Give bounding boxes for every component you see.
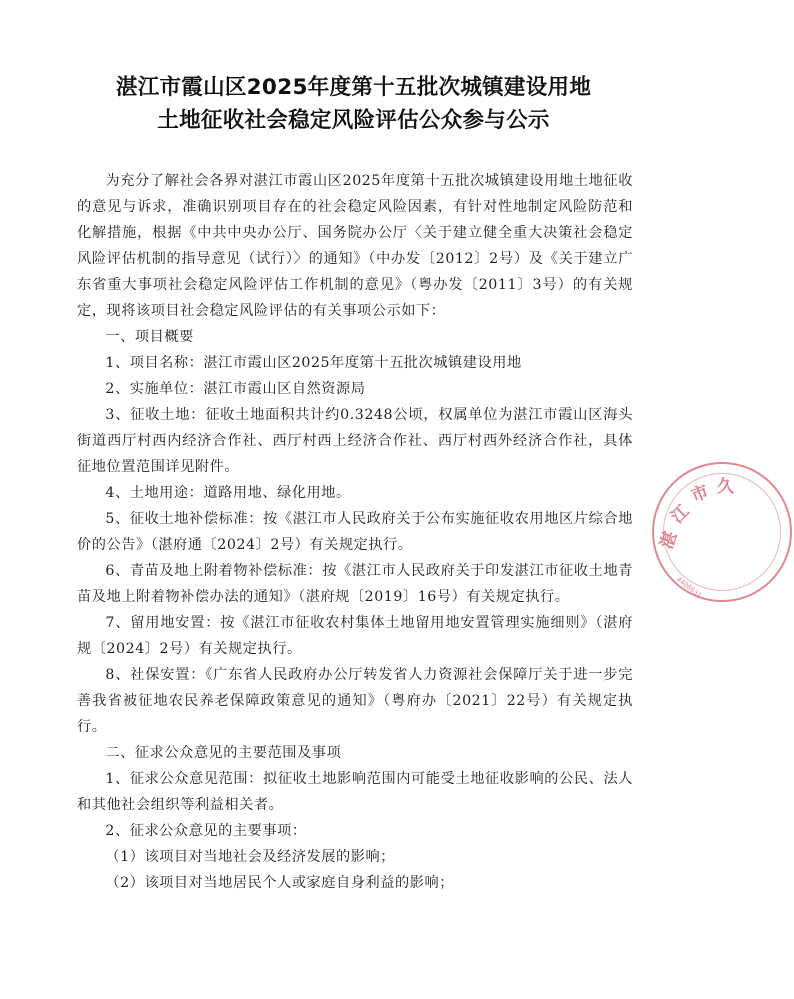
item-land-acquisition: 3、征收土地：征收土地面积共计约0.3248公顷，权属单位为湛江市霞山区海头街道西厅村西内经济合作社、西厅村西上经济合作社、西厅村西外经济合作社，具体征地位置范围详见附件。 (77, 407, 633, 475)
svg-text:久: 久 (717, 477, 734, 497)
page-title-line-1: 湛江市霞山区2025年度第十五批次城镇建设用地 (115, 75, 592, 100)
item-implementing-unit: 2、实施单位：湛江市霞山区自然资源局 (105, 381, 366, 397)
item-opinion-scope: 1、征求公众意见范围：拟征收土地影响范围内可能受土地征收影响的公民、法人和其他社会组织等利益相关者。 (77, 771, 633, 813)
item-opinion-matters: 2、征求公众意见的主要事项： (105, 823, 307, 839)
matter-1: （1）该项目对当地社会及经济发展的影响； (105, 849, 395, 865)
item-project-name: 1、项目名称：湛江市霞山区2025年度第十五批次城镇建设用地 (105, 355, 522, 371)
section-heading-1: 一、项目概要 (105, 329, 194, 345)
item-social-security: 8、社保安置：《广东省人民政府办公厅转发省人力资源社会保障厅关于进一步完善我省被征地农民养老保障政策意见的通知》（粤府办〔2021〕22号）有关规定执行。 (77, 667, 633, 735)
intro-paragraph: 为充分了解社会各界对湛江市霞山区2025年度第十五批次城镇建设用地土地征收的意见与诉求，准确识别项目存在的社会稳定风险因素，有针对性地制定风险防范和化解措施，根据《中共中央办公厅、国务院办公厅〈关于建立健全重大决策社会稳定风险评估机制的指导意见（试行）〉的通知》（中办发〔2012〕2号）及《关于建立广东省重大事项社会稳定风险评估工作机制的意见》（粤办发〔2011〕3号）的有关规定，现将该项目社会稳定风险评估的有关事项公示如下： (77, 173, 633, 319)
svg-text:市: 市 (688, 481, 712, 507)
item-land-use: 4、土地用途：道路用地、绿化用地。 (105, 485, 351, 501)
item-reserved-land: 7、留用地安置：按《湛江市征收农村集体土地留用地安置管理实施细则》（湛府规〔2024〕2号）有关规定执行。 (77, 615, 633, 657)
section-heading-2: 二、征求公众意见的主要范围及事项 (105, 745, 342, 761)
svg-text:4408031: 4408031 (674, 575, 703, 600)
official-seal (652, 462, 792, 602)
page-title-line-2: 土地征收社会稳定风险评估公众参与公示 (157, 108, 550, 133)
document-body (77, 168, 633, 896)
item-compensation-standard: 5、征收土地补偿标准：按《湛江市人民政府关于公布实施征收农用地区片综合地价的公告》（湛府通〔2024〕2号）有关规定执行。 (77, 511, 633, 553)
svg-text:江: 江 (667, 501, 694, 528)
item-crop-compensation: 6、青苗及地上附着物补偿标准：按《湛江市人民政府关于印发湛江市征收土地青苗及地上附着物补偿办法的通知》（湛府规〔2019〕16号）有关规定执行。 (77, 563, 633, 605)
svg-text:湛: 湛 (656, 528, 682, 552)
seal-text-graphic (654, 464, 794, 604)
matter-2: （2）该项目对当地居民个人或家庭自身利益的影响； (105, 875, 454, 891)
